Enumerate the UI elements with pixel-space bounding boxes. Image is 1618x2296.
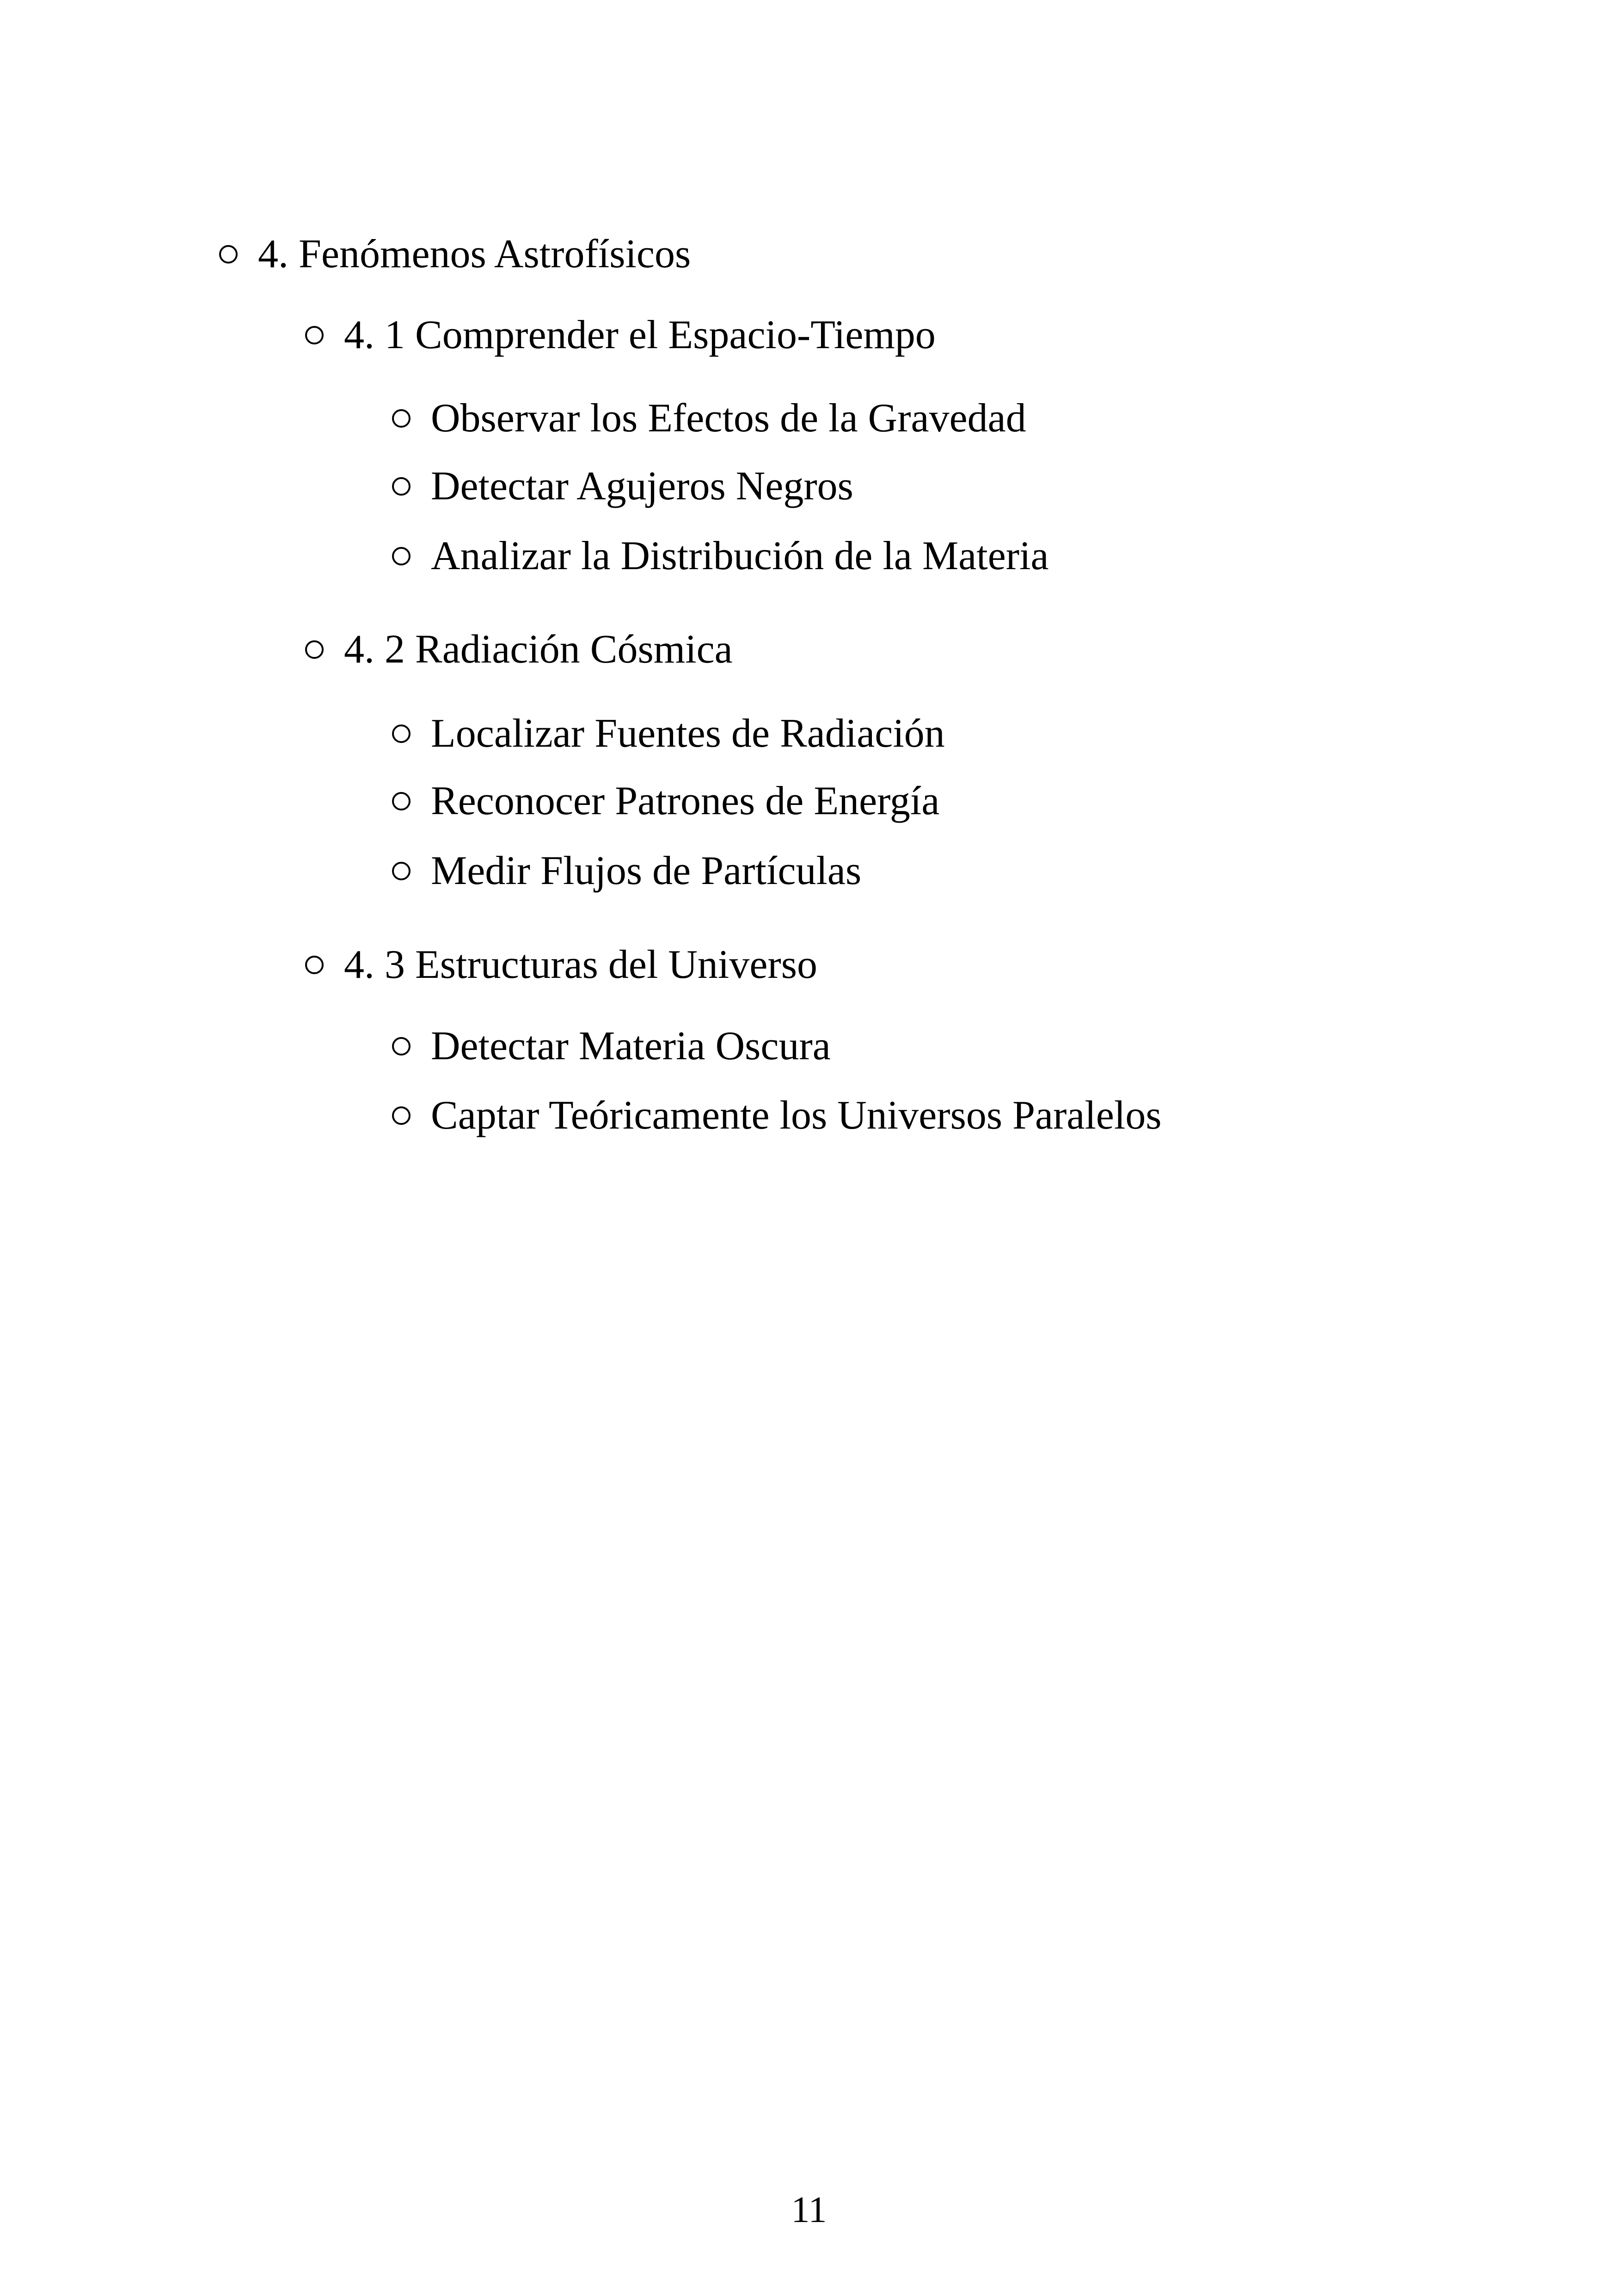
outline-item-text: Captar Teóricamente los Universos Paralelos [431,1093,1162,1138]
subsection-heading: 4. 2 Radiación Cósmica [344,627,733,672]
outline-item-text: Detectar Agujeros Negros [431,464,853,509]
page-number: 11 [791,2190,827,2230]
outline-item [392,1088,1162,1143]
hollow-circle-bullet-icon [305,640,324,659]
hollow-circle-bullet-icon [392,409,411,428]
outline-item-text: Reconocer Patrones de Energía [431,779,940,823]
outline-item [392,1019,831,1074]
outline-item-text: Localizar Fuentes de Radiación [431,711,945,756]
outline-item [392,528,1049,584]
hollow-circle-bullet-icon [392,1106,411,1125]
outline-item-text: Analizar la Distribución de la Materia [431,534,1049,578]
hollow-circle-bullet-icon [392,792,411,810]
outline-item [392,774,939,829]
outline-subsection [305,937,817,993]
hollow-circle-bullet-icon [219,245,238,264]
hollow-circle-bullet-icon [392,547,411,565]
outline-item [392,706,945,761]
hollow-circle-bullet-icon [392,477,411,496]
outline-subsection [305,622,733,677]
subsection-heading: 4. 3 Estructuras del Universo [344,942,817,987]
outline-item-text: Medir Flujos de Partículas [431,848,862,893]
hollow-circle-bullet-icon [305,956,324,974]
outline-item-text: Observar los Efectos de la Gravedad [431,396,1026,441]
outline-item [392,843,861,899]
section-heading: 4. Fenómenos Astrofísicos [258,232,691,276]
outline-subsection [305,307,936,363]
hollow-circle-bullet-icon [305,326,324,344]
hollow-circle-bullet-icon [392,1037,411,1056]
outline-item [392,459,853,514]
outline-item [392,391,1026,446]
hollow-circle-bullet-icon [392,724,411,743]
hollow-circle-bullet-icon [392,862,411,880]
subsection-heading: 4. 1 Comprender el Espacio-Tiempo [344,313,936,357]
outline-item-text: Detectar Materia Oscura [431,1024,831,1068]
outline-section [219,227,691,282]
